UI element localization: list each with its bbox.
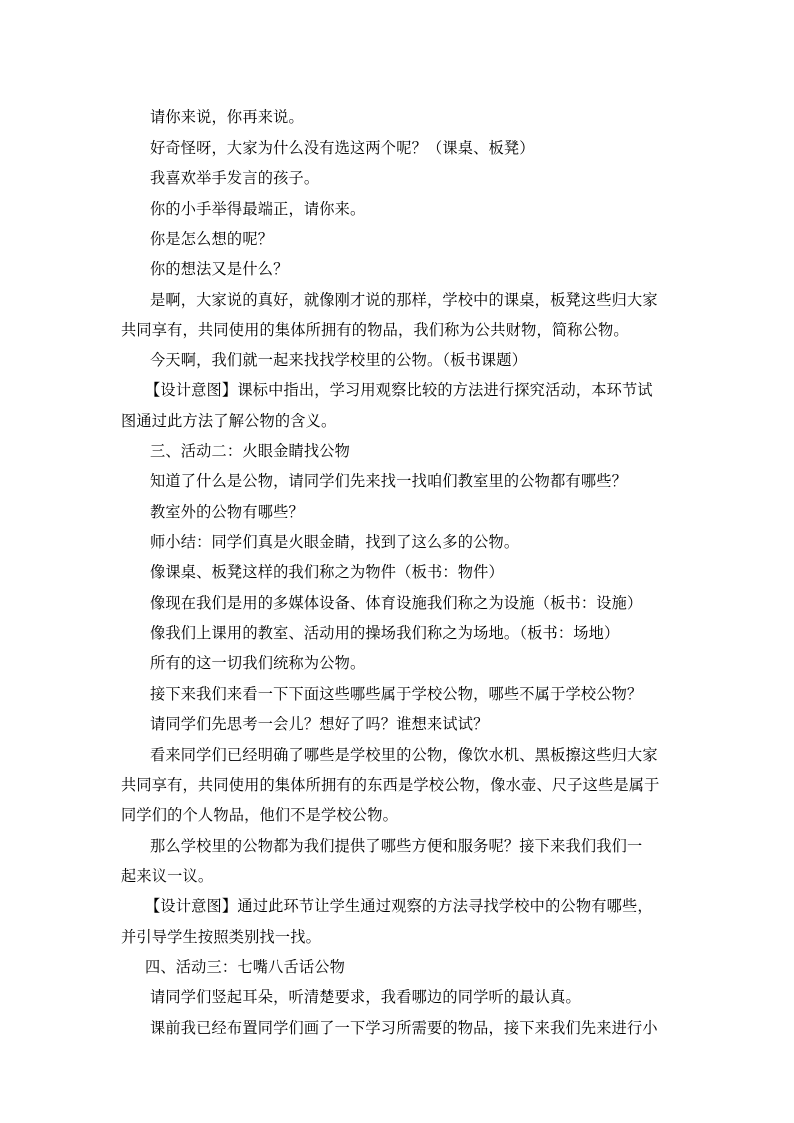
paragraph-line: 像课桌、板凳这样的我们称之为物件（板书：物件）	[150, 563, 504, 581]
paragraph-line: 是啊，大家说的真好，就像刚才说的那样，学校中的课桌，板凳这些归大家	[150, 291, 658, 309]
paragraph-line: 师小结：同学们真是火眼金睛，找到了这么多的公物。	[150, 533, 520, 551]
paragraph-line: 同学们的个人物品，他们不是学校公物。	[121, 806, 398, 824]
paragraph-line: 起来议一议。	[121, 867, 214, 885]
paragraph-line: 像我们上课用的教室、活动用的操场我们称之为场地。（板书：场地）	[150, 624, 620, 642]
paragraph-line: 好奇怪呀，大家为什么没有选这两个呢？（课桌、板凳）	[150, 139, 535, 157]
paragraph-line: 像现在我们是用的多媒体设备、体育设施我们称之为设施（板书：设施）	[150, 594, 643, 612]
design-intent-line: 【设计意图】课标中指出，学习用观察比较的方法进行探究活动，本环节试	[145, 381, 653, 399]
paragraph-line: 教室外的公物有哪些？	[150, 503, 304, 521]
paragraph-line: 共同享有，共同使用的集体所拥有的物品，我们称为公共财物，简称公物。	[121, 321, 629, 339]
paragraph-line: 今天啊，我们就一起来找找学校里的公物。（板书课题）	[150, 351, 528, 369]
paragraph-line: 所有的这一切我们统称为公物。	[150, 654, 366, 672]
paragraph-line: 接下来我们来看一下下面这些哪些属于学校公物，哪些不属于学校公物？	[150, 685, 643, 703]
paragraph-line: 我喜欢举手发言的孩子。	[150, 169, 320, 187]
paragraph-line: 你的小手举得最端正，请你来。	[150, 200, 366, 218]
paragraph-line: 并引导学生按照类别找一找。	[121, 928, 322, 946]
paragraph-line: 知道了什么是公物，请同学们先来找一找咱们教室里的公物都有哪些？	[150, 472, 628, 490]
paragraph-line: 你的想法又是什么？	[150, 260, 289, 278]
paragraph-line: 请你来说，你再来说。	[150, 108, 304, 126]
paragraph-line: 请同学们先思考一会儿？想好了吗？谁想来试试？	[150, 715, 489, 733]
paragraph-line: 共同享有，共同使用的集体所拥有的东西是学校公物，像水壶、尺子这些是属于	[121, 776, 660, 794]
design-intent-line: 【设计意图】通过此环节让学生通过观察的方法寻找学校中的公物有哪些，	[145, 897, 653, 915]
paragraph-line: 看来同学们已经明确了哪些是学校里的公物，像饮水机、黑板擦这些归大家	[150, 746, 658, 764]
paragraph-line: 课前我已经布置同学们画了一下学习所需要的物品，接下来我们先来进行小	[150, 1019, 658, 1037]
section-heading: 四、活动三：七嘴八舌话公物	[145, 958, 346, 976]
paragraph-line: 图通过此方法了解公物的含义。	[121, 412, 337, 430]
paragraph-line: 你是怎么想的呢？	[150, 230, 274, 248]
section-heading: 三、活动二：火眼金睛找公物	[150, 442, 351, 460]
paragraph-line: 那么学校里的公物都为我们提供了哪些方便和服务呢？接下来我们我们一	[150, 837, 643, 855]
paragraph-line: 请同学们竖起耳朵，听清楚要求，我看哪边的同学听的最认真。	[150, 988, 581, 1006]
